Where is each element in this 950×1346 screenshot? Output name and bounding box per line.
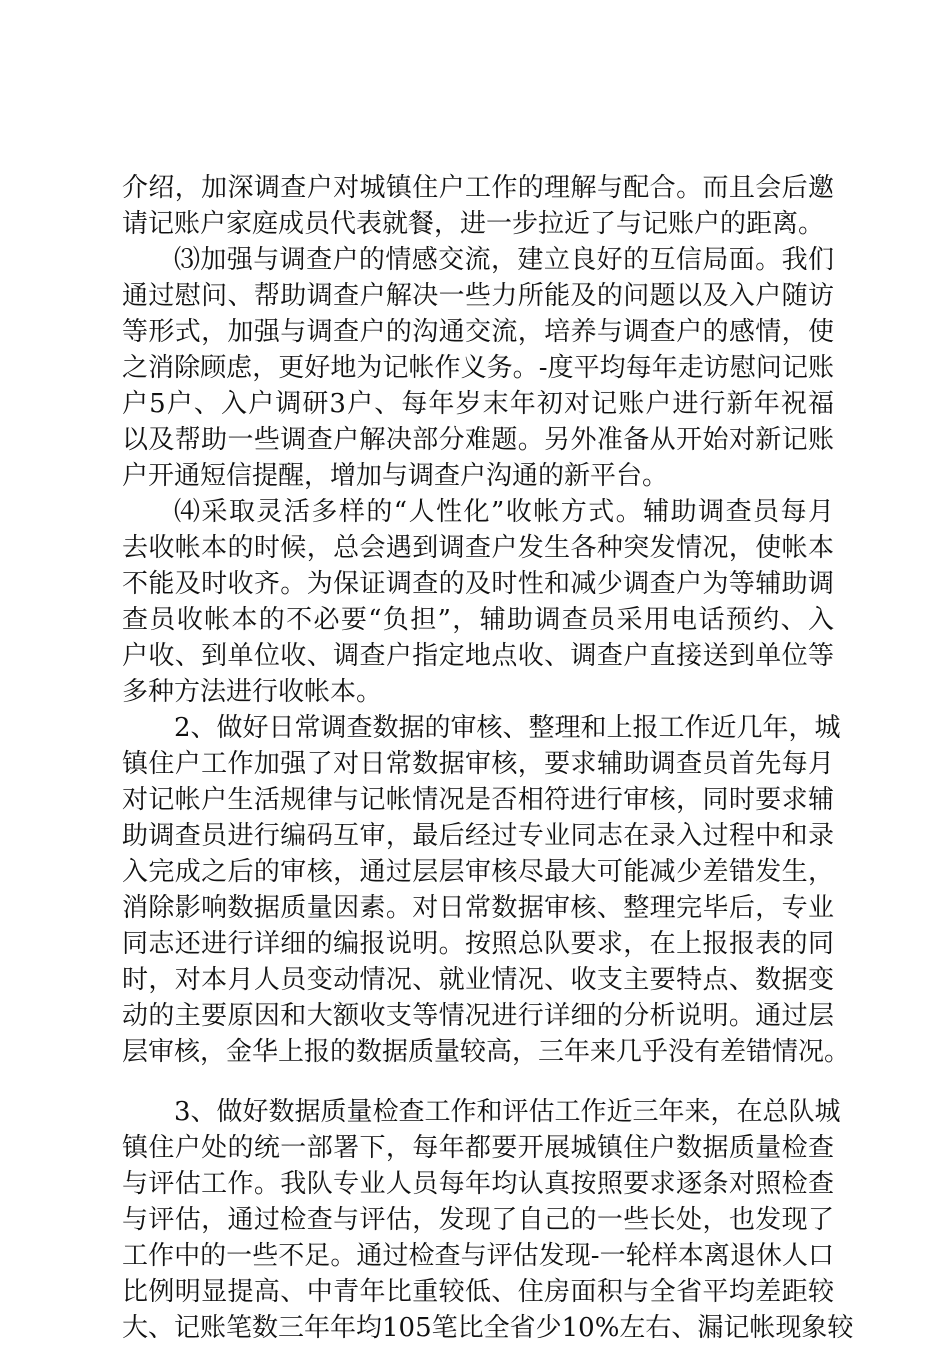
text-line: 之消除顾虑，更好地为记帐作义务。-度平均每年走访慰问记账 [122, 353, 834, 383]
text-line: 去收帐本的时候，总会遇到调查户发生各种突发情况，使帐本 [122, 533, 834, 563]
text-line: 通过慰问、帮助调查户解决一些力所能及的问题以及入户随访 [122, 281, 834, 311]
text-line: 助调查员进行编码互审，最后经过专业同志在录入过程中和录 [122, 821, 834, 851]
text-line: 2、做好日常调查数据的审核、整理和上报工作近几年，城 [174, 713, 841, 743]
text-line: 镇住户工作加强了对日常数据审核，要求辅助调查员首先每月 [122, 749, 834, 779]
text-line: 动的主要原因和大额收支等情况进行详细的分析说明。通过层 [122, 1001, 834, 1031]
text-line: 与评估，通过检查与评估，发现了自己的一些长处，也发现了 [122, 1205, 834, 1235]
text-line: 与评估工作。我队专业人员每年均认真按照要求逐条对照检查 [122, 1169, 834, 1199]
text-line: 入完成之后的审核，通过层层审核尽最大可能减少差错发生， [122, 857, 834, 887]
text-line: 工作中的一些不足。通过检查与评估发现-一轮样本离退休人口 [122, 1241, 834, 1271]
text-line: 以及帮助一些调查户解决部分难题。另外准备从开始对新记账 [122, 425, 834, 455]
text-line: 户5户、入户调研3户、每年岁末年初对记账户进行新年祝福 [122, 389, 834, 419]
text-line: 不能及时收齐。为保证调查的及时性和减少调查户为等辅助调 [122, 569, 834, 599]
text-line: 多种方法进行收帐本。 [122, 677, 383, 707]
text-line: 请记账户家庭成员代表就餐，进一步拉近了与记账户的距离。 [122, 209, 825, 239]
text-line: 介绍，加深调查户对城镇住户工作的理解与配合。而且会后邀 [122, 173, 834, 203]
text-line: 等形式，加强与调查户的沟通交流，培养与调查户的感情，使 [122, 317, 834, 347]
text-line: 同志还进行详细的编报说明。按照总队要求，在上报报表的同 [122, 929, 834, 959]
text-line: 户收、到单位收、调查户指定地点收、调查户直接送到单位等 [122, 641, 834, 671]
text-line: 户开通短信提醒，增加与调查户沟通的新平台。 [122, 461, 669, 491]
text-line: ⑷采取灵活多样的“人性化”收帐方式。辅助调查员每月 [174, 497, 834, 527]
text-line: 层审核，金华上报的数据质量较高，三年来几乎没有差错情况。 [122, 1037, 851, 1067]
text-line: 比例明显提高、中青年比重较低、住房面积与全省平均差距较 [122, 1277, 834, 1307]
text-line: 消除影响数据质量因素。对日常数据审核、整理完毕后，专业 [122, 893, 834, 923]
text-line: 查员收帐本的不必要“负担”，辅助调查员采用电话预约、入 [122, 605, 834, 635]
text-line: 时，对本月人员变动情况、就业情况、收支主要特点、数据变 [122, 965, 834, 995]
text-line: 镇住户处的统一部署下，每年都要开展城镇住户数据质量检查 [122, 1133, 834, 1163]
text-line: 3、做好数据质量检查工作和评估工作近三年来，在总队城 [174, 1097, 841, 1127]
text-line: ⑶加强与调查户的情感交流，建立良好的互信局面。我们 [174, 245, 834, 275]
text-line: 大、记账笔数三年年均105笔比全省少10%左右、漏记帐现象较 [122, 1313, 854, 1343]
text-line: 对记帐户生活规律与记帐情况是否相符进行审核，同时要求辅 [122, 785, 834, 815]
